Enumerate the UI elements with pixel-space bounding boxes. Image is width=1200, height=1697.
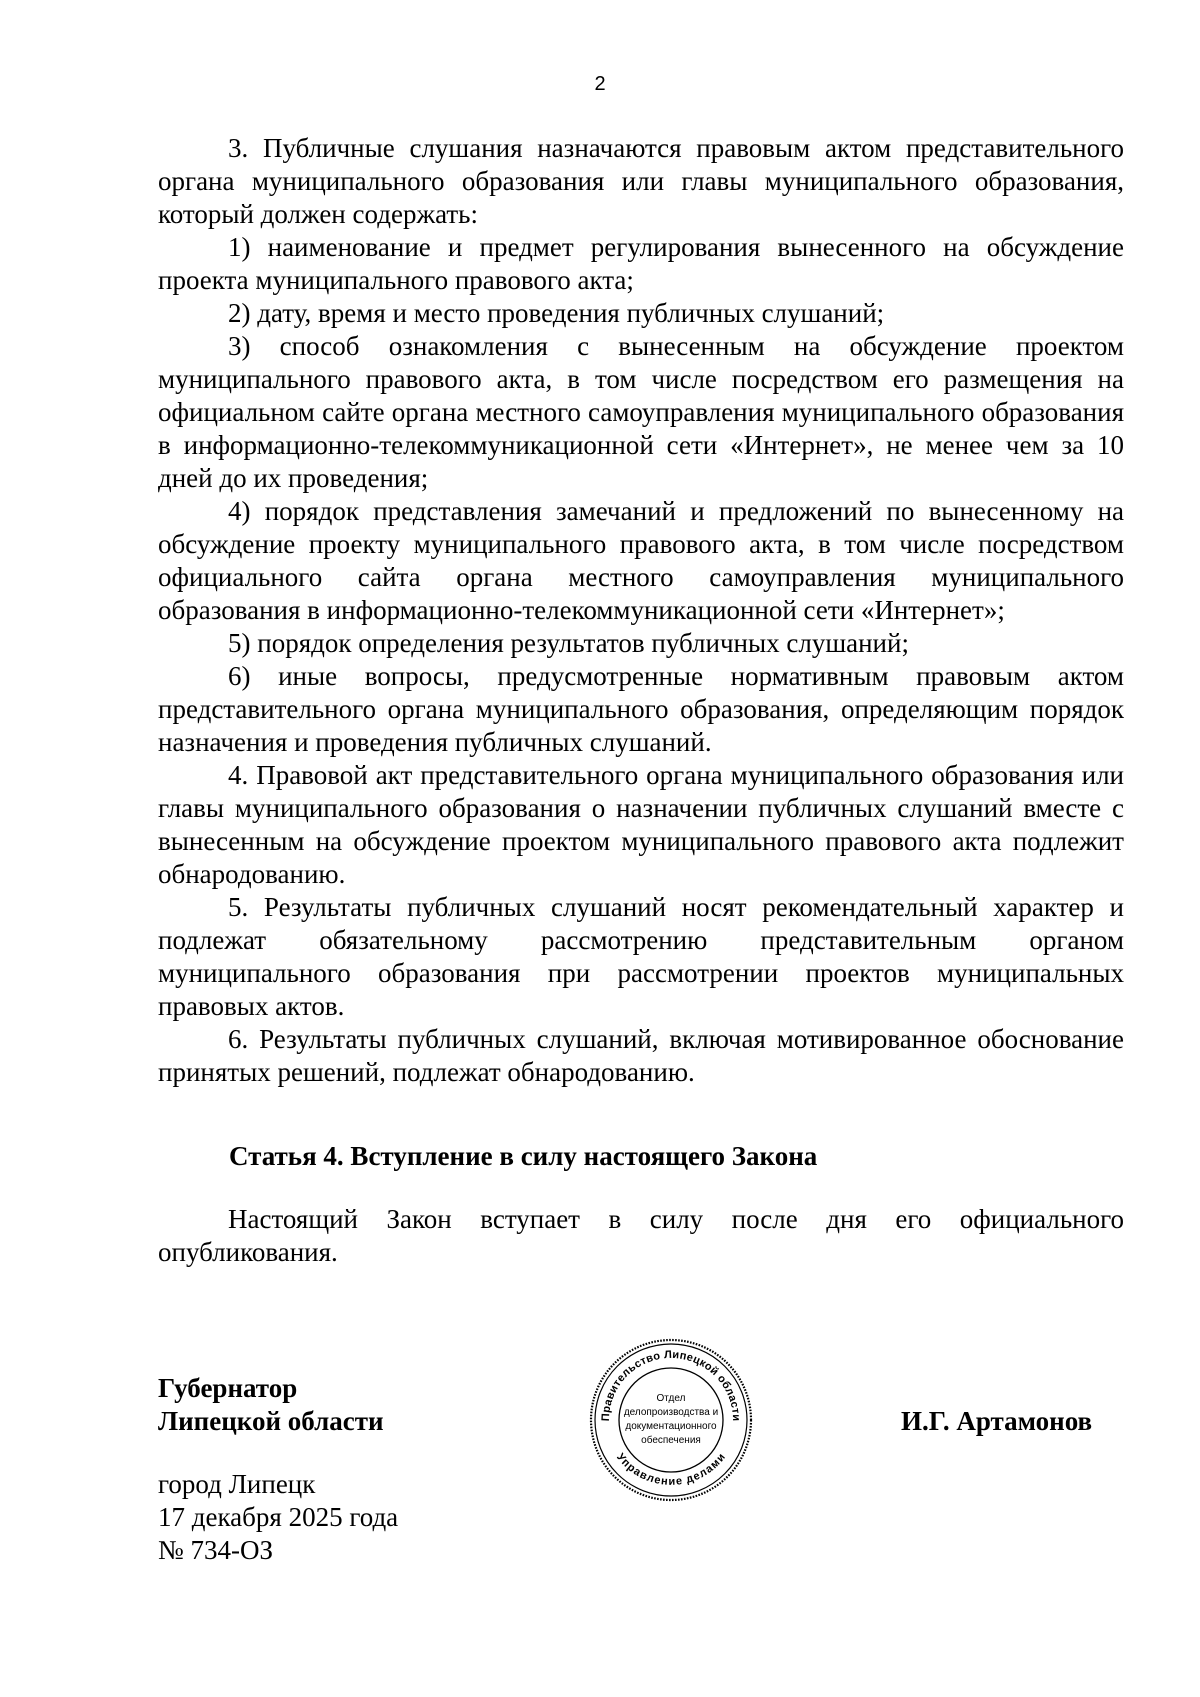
- place-date-number: [158, 1468, 398, 1567]
- date-line: 17 декабря 2025 года: [158, 1502, 399, 1532]
- stamp-inner-line2: делопроизводства и: [623, 1407, 719, 1418]
- paragraph-subitem-4: 4) порядок представления замечаний и предложений по вынесенному на обсуждение проекту муниципального правового акта, в том числе посредством официального сайта органа местного самоуправления муниципального образования в информационно-телекоммуникационной сети «Интернет»;: [158, 496, 1124, 625]
- article-heading: Статья 4. Вступление в силу настоящего Закона: [229, 1141, 818, 1171]
- signatory-title: [158, 1372, 384, 1438]
- city-line: город Липецк: [158, 1469, 316, 1499]
- paragraph-subitem-6: 6) иные вопросы, предусмотренные нормативным правовым актом представительного органа муниципального образования, определяющим порядок назначения и проведения публичных слушаний.: [158, 661, 1124, 757]
- page-number: 2: [594, 73, 606, 95]
- document-number: № 734-ОЗ: [158, 1535, 274, 1565]
- signatory-title-line1: Губернатор: [158, 1373, 298, 1403]
- stamp-outer-text-top: Правительство Липецкой области: [599, 1348, 743, 1422]
- stamp-inner-line3: документационного: [625, 1421, 717, 1432]
- stamp-inner-line1: Отдел: [656, 1393, 686, 1404]
- paragraph-subitem-1: 1) наименование и предмет регулирования вынесенного на обсуждение проекта муниципального правового акта;: [158, 232, 1124, 295]
- svg-text:Управление делами: [614, 1451, 728, 1488]
- law-body-text: [158, 132, 1124, 1089]
- paragraph-item-5: 5. Результаты публичных слушаний носят рекомендательный характер и подлежат обязательному рассмотрению представительным органом муниципального образования при рассмотрении проектов муниципальных правовых актов.: [158, 892, 1124, 1021]
- official-stamp-seal: [586, 1335, 756, 1505]
- closing-text: Настоящий Закон вступает в силу после дня его официального опубликования.: [158, 1204, 1124, 1267]
- closing-paragraph: [158, 1203, 1124, 1269]
- paragraph-subitem-5: 5) порядок определения результатов публичных слушаний;: [228, 628, 909, 658]
- stamp-inner-line4: обеспечения: [641, 1435, 701, 1446]
- paragraph-item-4: 4. Правовой акт представительного органа муниципального образования или главы муниципального образования о назначении публичных слушаний вместе с вынесенным на обсуждение проектом муниципального правового акта подлежит обнародованию.: [158, 760, 1124, 889]
- paragraph-item-6: 6. Результаты публичных слушаний, включая мотивированное обоснование принятых решений, подлежат обнародованию.: [158, 1024, 1124, 1087]
- paragraph-subitem-2: 2) дату, время и место проведения публичных слушаний;: [228, 298, 885, 328]
- signatory-name: И.Г. Артамонов: [901, 1406, 1093, 1436]
- stamp-outer-text-bottom: Управление делами: [613, 1451, 729, 1488]
- paragraph-item-3: 3. Публичные слушания назначаются правовым актом представительного органа муниципального образования или главы муниципального образования, который должен содержать:: [158, 133, 1124, 229]
- signatory-title-line2: Липецкой области: [158, 1406, 384, 1436]
- paragraph-subitem-3: 3) способ ознакомления с вынесенным на обсуждение проектом муниципального правового акта, в том числе посредством его размещения на официальном сайте органа местного самоуправления муниципального образования в информационно-телекоммуникационной сети «Интернет», не менее чем за 10 дней до их проведения;: [158, 331, 1124, 493]
